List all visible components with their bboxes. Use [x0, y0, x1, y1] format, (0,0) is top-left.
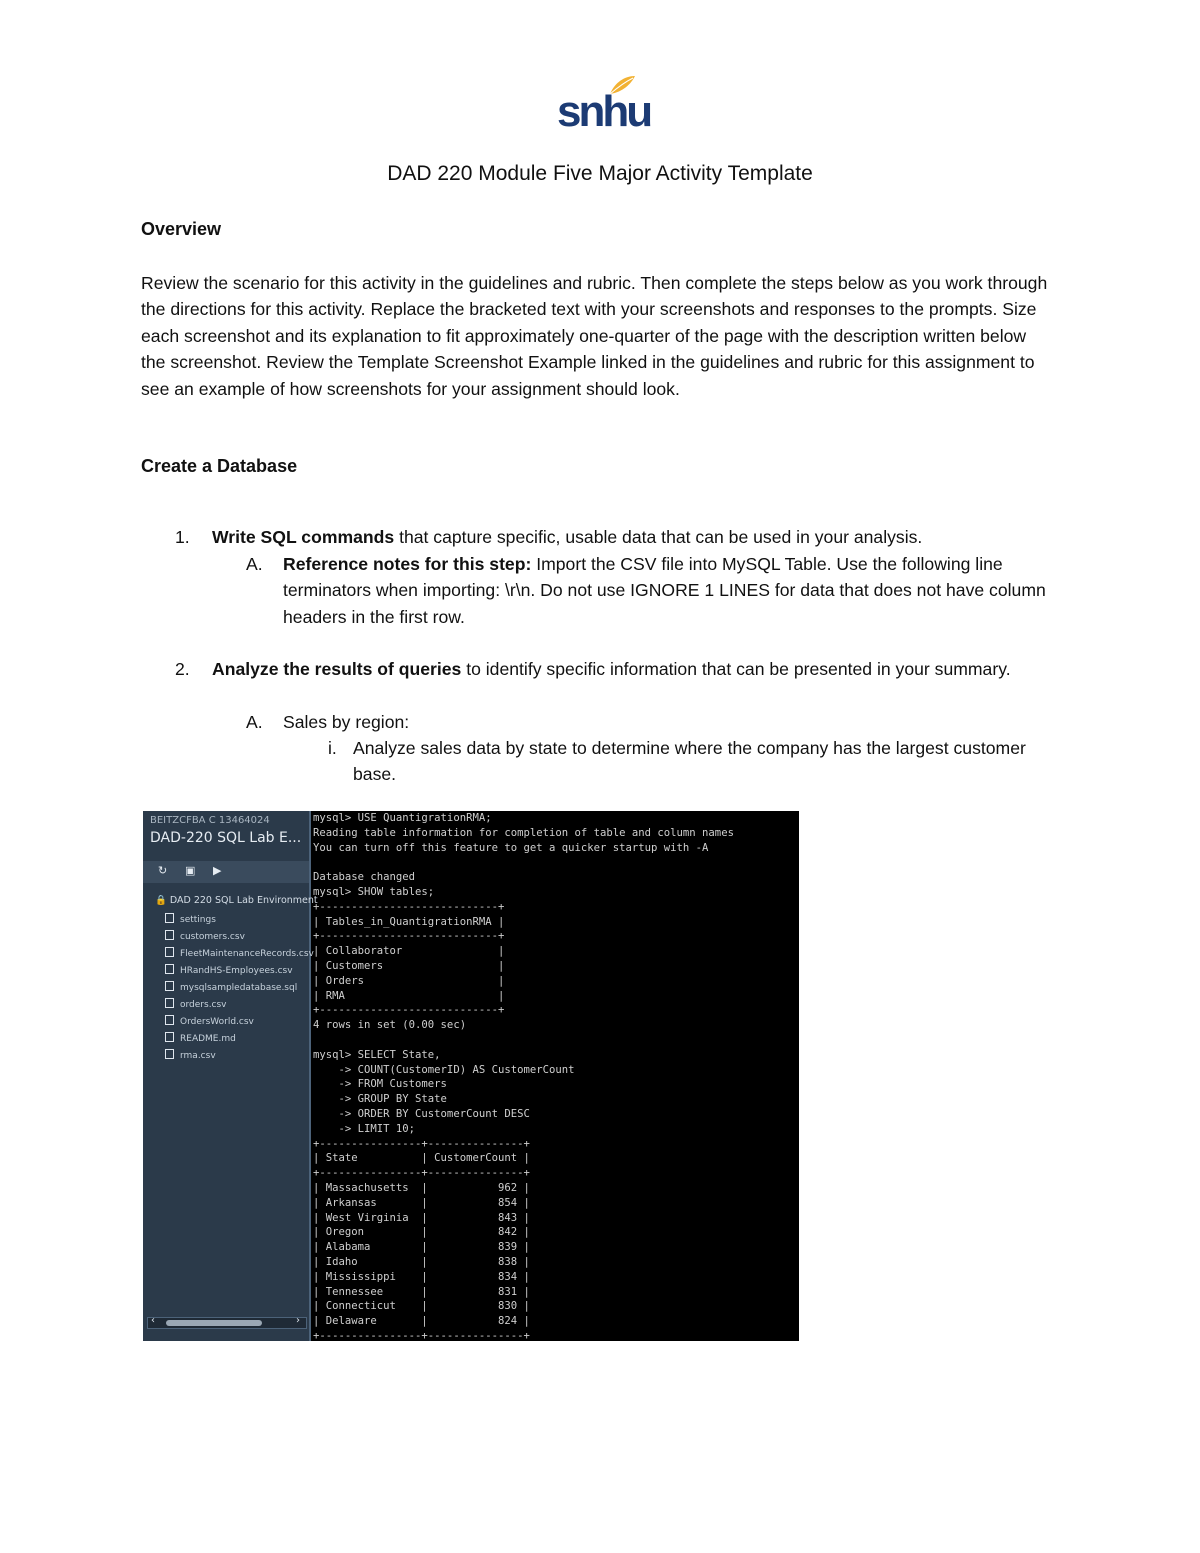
terminal-line: Database changed: [313, 871, 416, 884]
substep-1a: Reference notes for this step: Import the CSV file into MySQL Table. Use the following line terminators when importing: \r\n. Do not use IGNORE 1 LINES for data that does not have column headers in the first row.: [283, 554, 1046, 627]
file-name: rma.csv: [180, 1051, 216, 1061]
play-icon[interactable]: ▶: [213, 864, 222, 877]
terminal-line: | Idaho | 838 |: [313, 1255, 530, 1268]
terminal-line: | State | CustomerCount |: [313, 1152, 530, 1165]
scroll-left-icon[interactable]: ‹: [151, 1315, 155, 1326]
terminal-line: +----------------------------+: [313, 900, 505, 913]
leaf-icon: [607, 74, 637, 96]
file-icon: [165, 913, 174, 923]
file-item[interactable]: [165, 913, 216, 925]
substep-letter: A.: [246, 712, 263, 732]
overview-heading: Overview: [141, 219, 222, 239]
file-icon: [165, 998, 174, 1008]
overview-text: Review the scenario for this activity in the guidelines and rubric. Then complete the steps below as you work through the directions for this activity. Replace the bracketed text with your screenshots and responses to the prompts. Size each screenshot and its explanation to fit approximately one-quarter of the page with the description written below the screenshot. Review the Template Screenshot Example linked in the guidelines and rubric for this assignment to see an example of how screenshots for your assignment should look.: [141, 273, 1048, 399]
file-icon: [165, 930, 174, 940]
file-name: README.md: [180, 1034, 236, 1044]
substep-2a: Sales by region:: [283, 712, 410, 732]
terminal-line: Reading table information for completion of table and column names: [313, 826, 734, 839]
terminal-line: -> ORDER BY CustomerCount DESC: [313, 1107, 530, 1120]
file-item[interactable]: [165, 1032, 236, 1044]
terminal-line: | Arkansas | 854 |: [313, 1196, 530, 1209]
file-item[interactable]: [165, 998, 227, 1010]
terminal-line: You can turn off this feature to get a quicker startup with -A: [313, 841, 709, 854]
terminal-line: +----------------+---------------+: [313, 1137, 530, 1150]
step-2: Analyze the results of queries to identify specific information that can be presented in your summary.: [212, 659, 1011, 679]
file-name: settings: [180, 915, 216, 925]
file-name: customers.csv: [180, 932, 245, 942]
subsubstep-2ai: Analyze sales data by state to determine where the company has the largest customer base.: [353, 738, 1026, 785]
environment-id: BEITZCFBA C 13464024: [150, 815, 270, 826]
terminal-line: | Delaware | 824 |: [313, 1315, 530, 1328]
file-name: HRandHS-Employees.csv: [180, 966, 293, 976]
file-sidebar: [143, 811, 318, 1341]
file-icon: [165, 981, 174, 991]
step-number: 1.: [175, 527, 190, 547]
terminal-line: 4 rows in set (0.00 sec): [313, 1019, 467, 1032]
environment-title: DAD-220 SQL Lab E...: [150, 830, 302, 846]
file-item[interactable]: [165, 981, 297, 993]
terminal-line: | Customers |: [313, 959, 505, 972]
file-item[interactable]: [165, 947, 314, 959]
scroll-thumb[interactable]: [166, 1320, 262, 1326]
snhu-logo: snhu: [557, 74, 639, 132]
file-name: orders.csv: [180, 1000, 227, 1010]
terminal-line: -> COUNT(CustomerID) AS CustomerCount: [313, 1063, 575, 1076]
terminal-line: | Collaborator |: [313, 945, 505, 958]
terminal-line: +----------------+---------------+: [313, 1167, 530, 1180]
sql-lab-screenshot: [143, 811, 799, 1341]
file-item[interactable]: [165, 1015, 254, 1027]
terminal-line: mysql> SELECT State,: [313, 1048, 441, 1061]
file-icon: [165, 1049, 174, 1059]
file-icon: [165, 947, 174, 957]
terminal-output[interactable]: [311, 811, 799, 1341]
terminal-line: | Oregon | 842 |: [313, 1226, 530, 1239]
terminal-line: -> LIMIT 10;: [313, 1122, 416, 1135]
refresh-icon[interactable]: ↻: [158, 864, 168, 877]
save-icon[interactable]: ▣: [185, 864, 196, 877]
terminal-line: | Massachusetts | 962 |: [313, 1181, 530, 1194]
terminal-line: +----------------------------+: [313, 1004, 505, 1017]
tree-root[interactable]: 🔒 DAD 220 SQL Lab Environment: [155, 895, 318, 906]
terminal-line: -> GROUP BY State: [313, 1093, 447, 1106]
page-title: DAD 220 Module Five Major Activity Template: [387, 162, 813, 185]
terminal-line: | Mississippi | 834 |: [313, 1270, 530, 1283]
sidebar-toolbar: [143, 861, 309, 883]
step-number: 2.: [175, 659, 190, 679]
file-name: OrdersWorld.csv: [180, 1017, 254, 1027]
terminal-line: [313, 1033, 799, 1048]
terminal-line: | Orders |: [313, 974, 505, 987]
file-icon: [165, 964, 174, 974]
terminal-line: -> FROM Customers: [313, 1078, 447, 1091]
horizontal-scrollbar[interactable]: [147, 1317, 307, 1329]
terminal-line: | Tennessee | 831 |: [313, 1285, 530, 1298]
section-heading: Create a Database: [141, 456, 298, 476]
terminal-line: mysql> USE QuantigrationRMA;: [313, 812, 492, 824]
file-name: mysqlsampledatabase.sql: [180, 983, 298, 993]
terminal-line: | West Virginia | 843 |: [313, 1211, 530, 1224]
file-name: FleetMaintenanceRecords.csv: [180, 949, 314, 959]
scroll-right-icon[interactable]: ›: [296, 1315, 300, 1326]
terminal-line: +----------------+---------------+: [313, 1329, 530, 1341]
file-item[interactable]: [165, 1049, 216, 1061]
file-item[interactable]: [165, 930, 245, 942]
file-icon: [165, 1015, 174, 1025]
terminal-line: mysql> SHOW tables;: [313, 885, 435, 898]
terminal-line: | Alabama | 839 |: [313, 1241, 530, 1254]
subsubstep-numeral: i.: [328, 738, 337, 758]
terminal-line: +----------------------------+: [313, 930, 505, 943]
step-1: Write SQL commands that capture specific, usable data that can be used in your analysis.: [212, 527, 923, 547]
terminal-line: [313, 855, 799, 870]
file-item[interactable]: [165, 964, 293, 976]
substep-letter: A.: [246, 554, 263, 574]
terminal-line: | Tables_in_QuantigrationRMA |: [313, 915, 505, 928]
file-icon: [165, 1032, 174, 1042]
terminal-line: | Connecticut | 830 |: [313, 1300, 530, 1313]
terminal-line: | RMA |: [313, 989, 505, 1002]
